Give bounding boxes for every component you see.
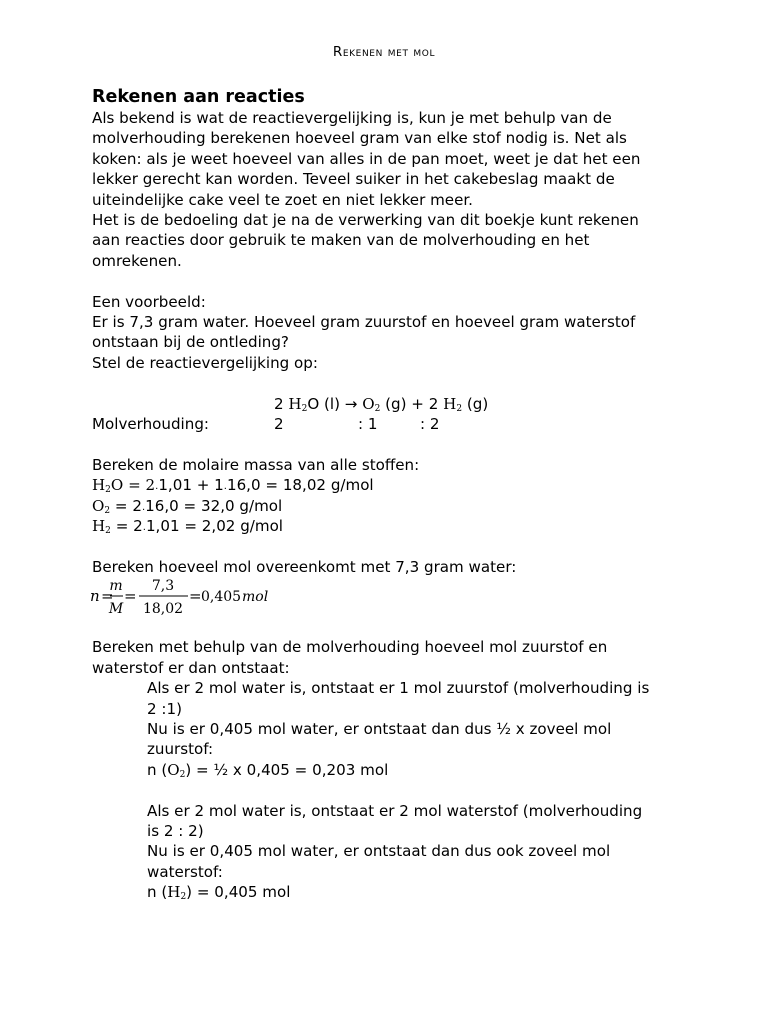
formula-m: m	[109, 578, 123, 595]
hydrogen-line: waterstof:	[147, 862, 223, 881]
molar-mass-water: $H_2O = 2\cdot 1,01 + 1\cdot 16,0 = 18,02$ g/mol	[92, 476, 374, 496]
fraction-formula	[90, 575, 310, 623]
oxygen-line: Als er 2 mol water is, ontstaat er 1 mol zuurstof (molverhouding is	[147, 679, 650, 698]
reaction-equation: 2 $H_2O$ $(l) \to O_2$ (g) + 2 $H_2$ (g)	[274, 394, 489, 414]
mole-ratio-row: Molverhouding: 2 : 1 : 2	[92, 415, 440, 434]
intro-line: uiteindelijke cake veel te zoet en niet lekker meer.	[92, 190, 473, 209]
example-line: Stel de reactievergelijking op:	[92, 353, 318, 372]
formula-n: n	[90, 587, 100, 606]
intro-line: Het is de bedoeling dat je na de verwerking van dit boekje kunt rekenen	[92, 211, 639, 230]
example-line: Er is 7,3 gram water. Hoeveel gram zuurstof en hoeveel gram waterstof	[92, 313, 636, 332]
intro-line: koken: als je weet hoeveel van alles in de pan moet, weet je dat het een	[92, 149, 641, 168]
page-content	[92, 86, 692, 903]
reaction-arrow-icon: →	[344, 394, 358, 413]
hydrogen-line: Als er 2 mol water is, ontstaat er 2 mol waterstof (molverhouding	[147, 801, 643, 820]
oxygen-result: n $(O_2)$ = ½ x 0,405 = 0,203 mol	[147, 760, 389, 780]
formula-equals: =	[124, 587, 137, 606]
molar-mass-oxygen: $O_2 = 2\cdot 16,0 = 32,0$ g/mol	[92, 496, 283, 516]
hydrogen-line: is 2 : 2)	[147, 821, 204, 840]
formula-molar-mass: 18,02	[142, 601, 184, 618]
mole-ratio-label: Molverhouding:	[92, 415, 209, 434]
example-line: ontstaan bij de ontleding?	[92, 333, 289, 352]
example-line: Een voorbeeld:	[92, 292, 206, 311]
intro-line: aan reacties door gebruik te maken van de molverhouding en het	[92, 231, 590, 250]
intro-line: omrekenen.	[92, 251, 182, 270]
formula-unit: mol	[242, 589, 269, 606]
oxygen-calculation	[92, 678, 692, 902]
moles-formula	[92, 579, 692, 617]
oxygen-line: zuurstof:	[147, 740, 214, 759]
molar-mass-title: Bereken de molaire massa van alle stoffen:	[92, 455, 420, 474]
molar-mass-hydrogen: $H_2 = 2\cdot 1,01 = 2,02$ g/mol	[92, 517, 284, 537]
section-heading: Rekenen aan reacties	[92, 87, 305, 107]
ratio-calc-title: Bereken met behulp van de molverhouding hoeveel mol zuurstof en	[92, 638, 608, 657]
intro-line: molverhouding berekenen hoeveel gram van elke stof nodig is. Net als	[92, 129, 627, 148]
intro-line: lekker gerecht kan worden. Teveel suiker in het cakebeslag maakt de	[92, 170, 615, 189]
hydrogen-line: Nu is er 0,405 mol water, er ontstaat dan dus ook zoveel mol	[147, 842, 611, 861]
running-header: Rekenen met mol	[332, 44, 436, 60]
formula-mass-value: 7,3	[151, 578, 175, 595]
oxygen-line: 2 :1)	[147, 699, 182, 718]
hydrogen-result: n $(H_2) = 0,405$ mol	[147, 883, 291, 903]
formula-M: M	[108, 601, 124, 618]
ratio-calc-title: waterstof er dan ontstaat:	[92, 658, 290, 677]
intro-line: Als bekend is wat de reactievergelijking is, kun je met behulp van de	[92, 109, 612, 127]
formula-equals: =	[101, 587, 114, 606]
oxygen-line: Nu is er 0,405 mol water, er ontstaat dan dus ½ x zoveel mol	[147, 719, 612, 738]
formula-result: 0,405	[201, 589, 242, 606]
moles-title: Bereken hoeveel mol overeenkomt met 7,3 gram water:	[92, 557, 517, 576]
formula-equals: =	[189, 587, 202, 606]
